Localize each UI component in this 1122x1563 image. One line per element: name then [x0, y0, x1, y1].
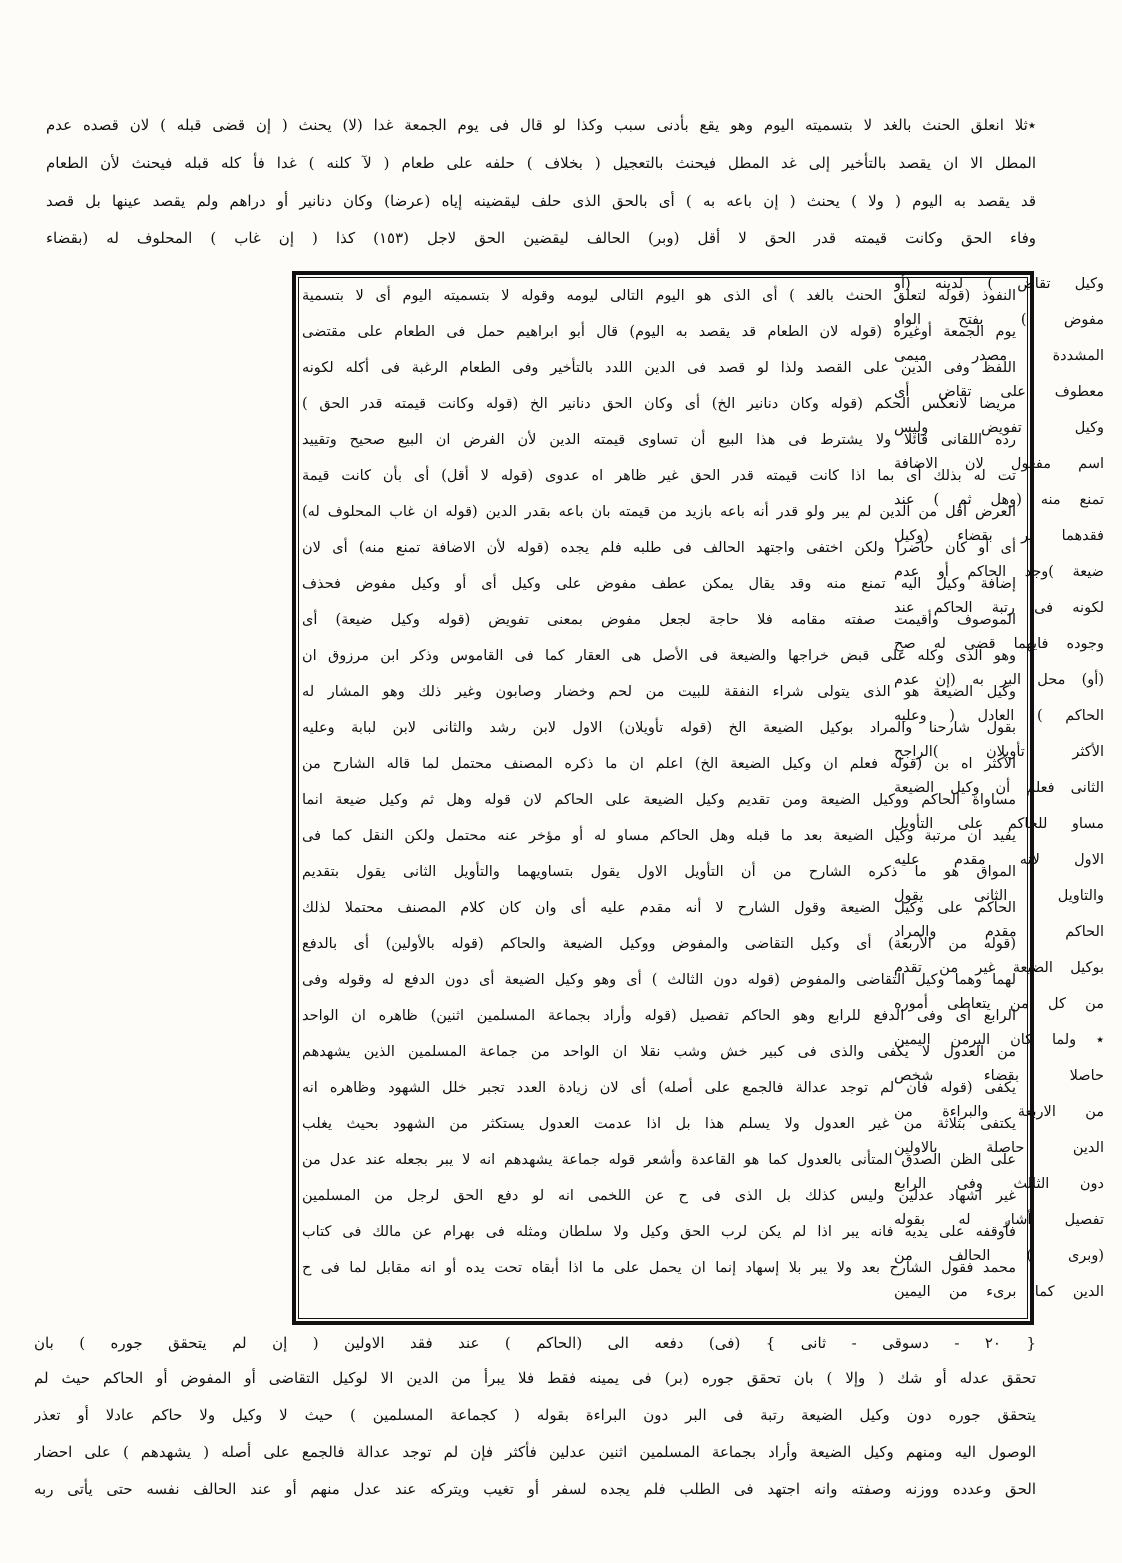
commentary-line: مريضا لانعكس الحكم (قوله وكان دنانير الخ) أى وكان الحق دنانير الخ (قوله وكانت قيمته قدر الحق ) — [302, 396, 1016, 412]
commentary-line: على الظن الصدق المتأنى بالعدول كما هو القاعدة وأشعر قوله جماعة يشهدهم انه لا يبر بجعله عند عدل من — [302, 1152, 1016, 1168]
top-text-line: وفاء الحق وكانت قيمته قدر الحق لا أقل (وبر) الحالف ليقضين الحق لاجل (١٥٣) كذا ( إن غاب ) المحلوف له (بقضاء — [46, 229, 1036, 247]
side-text-line: المشددة مصدر ميمى — [894, 348, 1104, 364]
side-text-line: وجوده فايهما قضى له صح — [894, 636, 1104, 652]
footer-line — [34, 1331, 1036, 1355]
commentary-line: يفيد ان مرتبة وكيل الضيعة بعد ما قبله وهل الحاكم مساو له أو مؤخر عنه محتمل ولكن النقل كما فى — [302, 828, 1016, 844]
commentary-line: يكفى (قوله فان لم توجد عدالة فالجمع على أصله) أى لان زيادة العدد تجبر خلل الشهود وظاهره انه — [302, 1080, 1016, 1096]
side-text-line: لكونه فى رتبة الحاكم عند — [894, 600, 1104, 616]
side-text-line: فقدهما ير بقضاء (وكيل — [894, 528, 1104, 544]
top-text-line: المطل الا ان يقصد بالتأخير إلى غد المطل فيحنث بالتعجيل ( بخلاف ) حلفه على طعام ( لآ كلنه ) غدا فأ كله قبله فيحنث لأن الطعام — [46, 154, 1036, 172]
commentary-line: فأوقفه على يديه فانه يبر اذا لم يكن لرب الحق وكيل ولا سلطان ومثله فى بهرام عن مالك فى كتاب — [302, 1224, 1016, 1240]
side-text-line: ضيعة )وجد الحاكم أو عدم — [894, 564, 1104, 580]
side-text-line: مفوض ) بفتح الواو — [894, 312, 1104, 328]
commentary-line: رده اللقانى قائلا ولا يشترط فى هذا البيع أن تساوى قيمته الدين لأن الفرض ان البيع صحيح وتقييد — [302, 432, 1016, 448]
bottom-text-line: الحق وعدده ووزنه وصفته وانه اجتهد فى الطلب فلم يجده لسفر أو تغيب ويتركه عند عدل منهم أو عند الحالف نفسه حتى يأتى ربه — [34, 1480, 1036, 1498]
commentary-line: أى أو كان حاضرا ولكن اختفى واجتهد الحالف فى طلبه فلم يجده (قوله لأن الاضافة تمنع منه) أى لان — [302, 540, 1016, 556]
commentary-line: الحاكم على وكيل الضيعة وقول الشارح لا أنه مقدم عليه أى وان كان كلام المصنف محتملا لذلك — [302, 900, 1016, 916]
commentary-line: اللفظ وفى الدين على القصد ولذا لو قصد فى الدين اللدد بالتأخير وفى الطعام الرغبة فى أكله لكونه — [302, 360, 1016, 376]
side-text-line: حاصلا بقضاء شخص — [894, 1068, 1104, 1084]
commentary-line: النفوذ (قوله لتعلق الحنث بالغد ) أى الذى هو اليوم التالى ليومه وقوله لا بتسميته اليوم أى لا بتسمية — [302, 288, 1016, 304]
side-text-line: (أو) محل البر به (إن عدم — [894, 672, 1104, 688]
footer-signature: { ٢٠ - دسوقى - ثانى } — [765, 1334, 1036, 1352]
side-text-line: مساو للحاكم على التأويل — [894, 816, 1104, 832]
side-text-line: اسم مفعول لان الاضافة — [894, 456, 1104, 472]
commentary-line: بقول شارحنا والمراد بوكيل الضيعة الخ (قوله تأويلان) الاول لابن رشد والثانى لابن لبابة وعليه — [302, 720, 1016, 736]
bottom-text-line: يتحقق جوره دون وكيل الضيعة رتبة فى البر دون البراءة بقوله ( كجماعة المسلمين ) حيث لا وكيل ولا حاكم عادلا أو تعذر — [34, 1406, 1036, 1424]
commentary-line: غير اشهاد عدلين وليس كذلك بل الذى فى ح عن اللخمى انه لو دفع الحق لرجل من المسلمين — [302, 1188, 1016, 1204]
side-text-line: من الاربعة والبراءة من — [894, 1104, 1104, 1120]
side-text-line: بوكيل الضيعة غير من تقدم — [894, 960, 1104, 976]
side-text-line: ٭ ولما كان البرمن اليمين — [894, 1032, 1104, 1048]
commentary-line: محمد فقول الشارح بعد ولا يبر بلا إسهاد إنما ان يحمل على ما اذا أبقاه تحت يده أو انه مقابل لما فى ح — [302, 1260, 1016, 1276]
commentary-line: يوم الجمعة أوغيره (قوله لان الطعام قد يقصد به اليوم) قال أبو ابراهيم حمل فى الطعام على مقتضى — [302, 324, 1016, 340]
side-text-line: من كل من يتعاطى أموره — [894, 996, 1104, 1012]
commentary-line: وهو الذى وكله على قبض خراجها والضيعة فى الأصل هى العقار كما فى القاموس وذكر ابن مرزوق ان — [302, 648, 1016, 664]
side-text-line: معطوف على تقاض أى — [894, 384, 1104, 400]
side-text-line: والتاويل الثانى يقول — [894, 888, 1104, 904]
footer-text: (فى) دفعه الى (الحاكم ) عند فقد الاولين ( إن لم يتحقق جوره ) بان — [34, 1334, 741, 1352]
top-text-line: ٭ثلا انعلق الحنث بالغد لا بتسميته اليوم وهو يقع بأدنى سبب وكذا لو قال فى يوم الجمعة غدا (لا) يحنث ( إن قضى قبله ) لان قصده عدم — [46, 116, 1036, 134]
commentary-line: المواق هو ما ذكره الشارح من أن التأويل الاول يقول بتساويهما والتأويل الثانى يقول بتقديم — [302, 864, 1016, 880]
side-text-line: تفصيل أشار له بقوله — [894, 1212, 1104, 1228]
commentary-line: مساواة الحاكم ووكيل الضيعة ومن تقديم وكيل الضيعة على الحاكم لان قوله وهل ثم وكيل ضيعة انما — [302, 792, 1016, 808]
side-text-line: تمنع منه (وهل ثم ) عند — [894, 492, 1104, 508]
side-text-line: (وبرى ) الحالف من — [894, 1248, 1104, 1264]
top-text-line: قد يقصد به اليوم ( ولا ) يحنث ( إن باعه به ) أى بالحق الذى حلف ليقضينه إياه (عرضا) وكان دنانير أو دراهم ولم يقصد عينها بل قصد — [46, 192, 1036, 210]
bottom-text-line: تحقق عدله أو شك ( وإلا ) بان تحقق جوره (بر) فى يمينه فقط فلا يبرأ من الدين الا لوكيل التقاضى أو المفوض أو الحاكم حيث لم — [34, 1369, 1036, 1387]
commentary-line: لهما وهما وكيل التقاضى والمفوض (قوله دون الثالث ) أى وهو وكيل الضيعة أى دون الدفع له وقوله وفى — [302, 972, 1016, 988]
commentary-line: العرض أقل من الدين لم يبر ولو قدر أنه باعه بازيد من قيمته بان باعه بقدر الدين (قوله ان غاب المحلوف له) — [302, 504, 1016, 520]
commentary-line: من العدول لا يكفى والذى فى كبير خش وشب نقلا ان الواحد من جماعة المسلمين الذين يشهدهم — [302, 1044, 1016, 1060]
side-text-line: الحاكم مقدم والمراد — [894, 924, 1104, 940]
bottom-text-line: الوصول اليه ومنهم وكيل الضيعة وأراد بجماعة المسلمين اثنين عدلين فأكثر فإن لم توجد عدالة فالجمع على أصله ( يشهدهم ) على احضار — [34, 1443, 1036, 1461]
side-text-line: دون الثالث وفى الرابع — [894, 1176, 1104, 1192]
side-text-line: وكيل تقاض ) لدينه (أو — [894, 276, 1104, 292]
side-text-line: الثانى فعلم أن وكيل الضيعة — [894, 780, 1104, 796]
side-text-line: الأكثر تأويلان )الراجح — [894, 744, 1104, 760]
side-text-line: الاول لانه مقدم عليه — [894, 852, 1104, 868]
commentary-line: تت له بذلك أى بما اذا كانت قيمته قدر الحق غير ظاهر اه عدوى (قوله لا أقل) أى بأن كانت قيمة — [302, 468, 1016, 484]
side-text-line: الحاكم ) العادل ( وعليه — [894, 708, 1104, 724]
commentary-line: إضافة وكيل اليه تمنع منه وقد يقال يمكن عطف مفوض على وكيل أى أو وكيل مفوض فحذف — [302, 576, 1016, 592]
side-text-line: الدين حاصلة بالاولين — [894, 1140, 1104, 1156]
commentary-line: الموصوف وأقيمت صفته مقامه فلا حاجة لجعل مفوض بمعنى تفويض (قوله وكيل ضيعة) أى — [302, 612, 1016, 628]
commentary-line: الرابع أى وفى الدفع للرابع وهو الحاكم تفصيل (قوله وأراد بجماعة المسلمين اثنين) ظاهره ان الواحد — [302, 1008, 1016, 1024]
commentary-line: يكتفى بثلاثة من غير العدول ولا يسلم هذا بل اذا عدمت العدول يستكثر من الشهود بحيث يغلب — [302, 1116, 1016, 1132]
commentary-line: الأكثر اه بن (قوله فعلم ان وكيل الضيعة الخ) اعلم ان ما ذكره المصنف محتمل لما قاله الشارح من — [302, 756, 1016, 772]
side-text-line: وكيل تفويض وليس — [894, 420, 1104, 436]
commentary-line: (قوله من الأربعة) أى وكيل التقاضى والمفوض ووكيل الضيعة والحاكم (قوله بالأولين) أى بالدفع — [302, 936, 1016, 952]
commentary-line: وكيل الضيعة هو الذى يتولى شراء النفقة للبيت من لحم وخضار وصابون وغير ذلك وهو المشار له — [302, 684, 1016, 700]
side-text-line: الدين كما برىء من اليمين — [894, 1284, 1104, 1300]
